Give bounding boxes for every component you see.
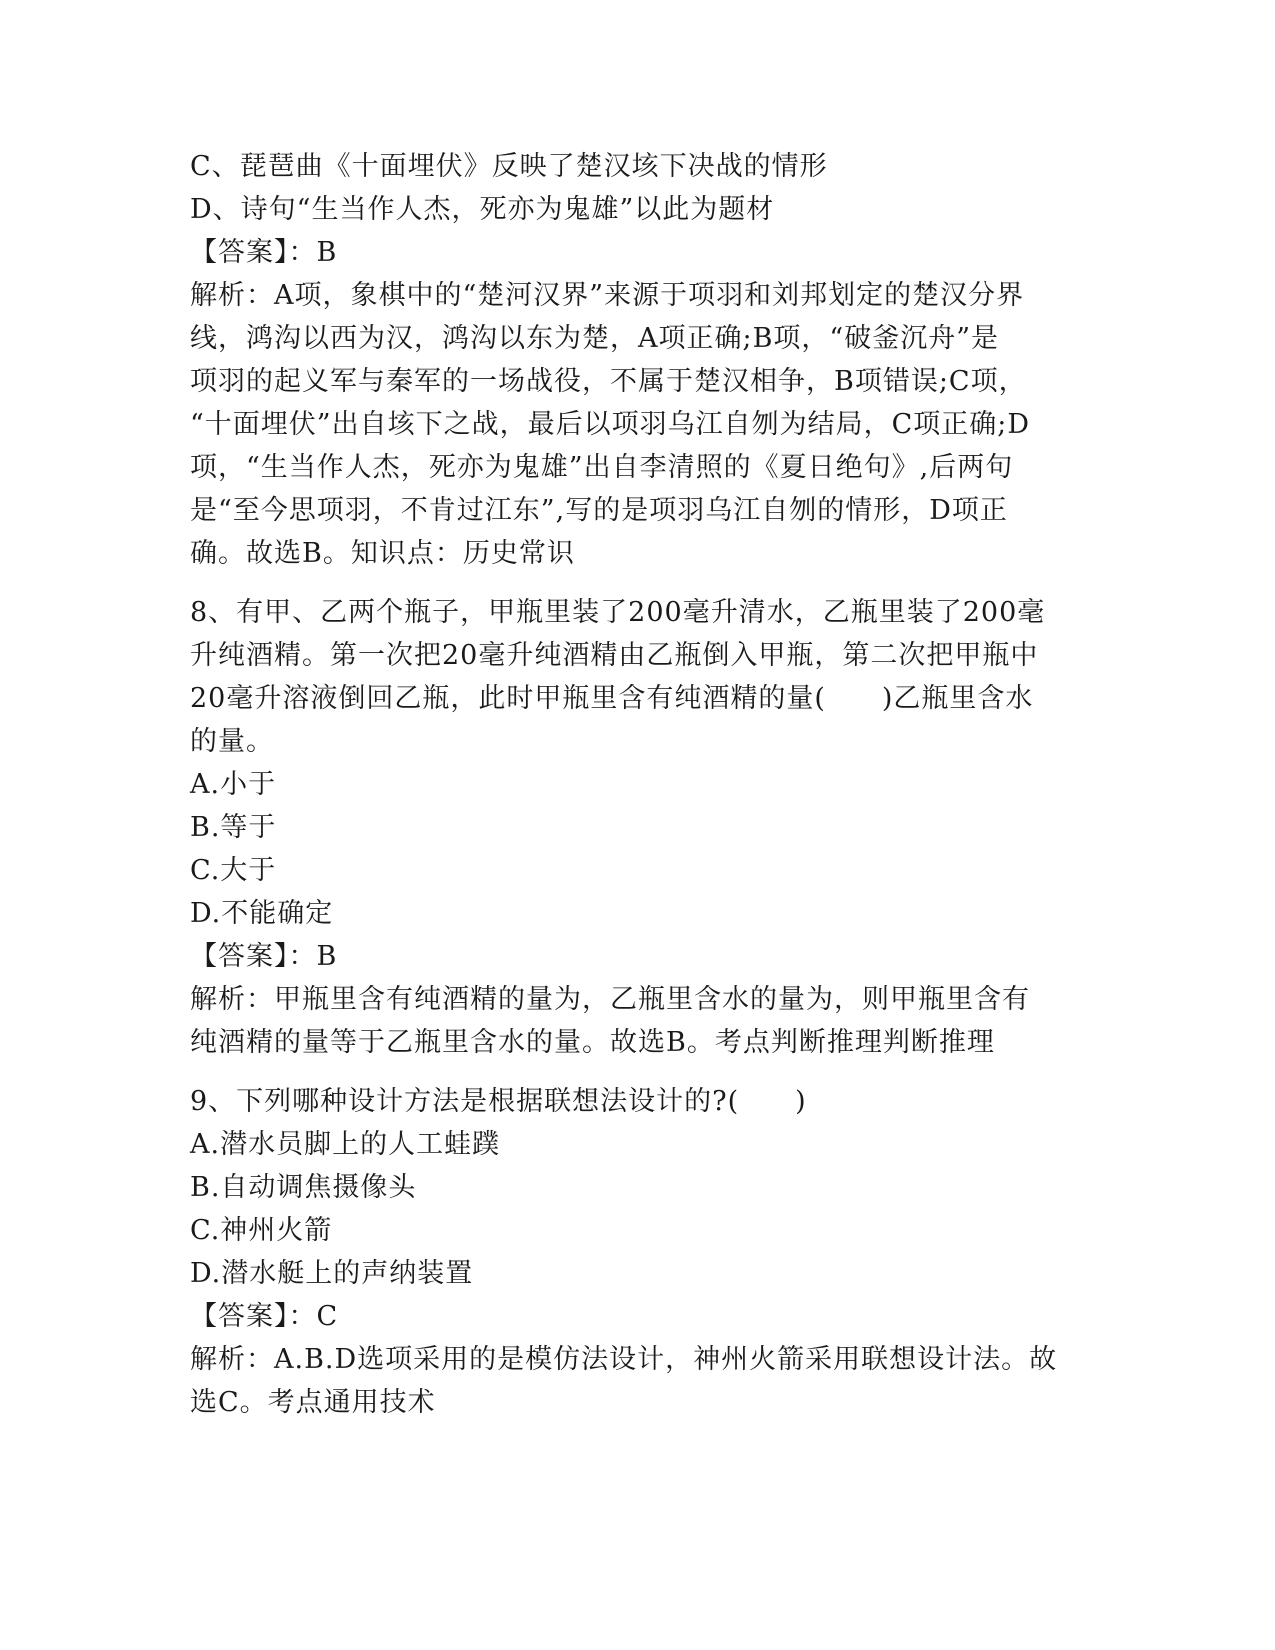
question-8 xyxy=(190,591,1090,1064)
option-d: D.潜水艇上的声纳装置 xyxy=(190,1258,474,1289)
question-stem-line: 8、有甲、乙两个瓶子，甲瓶里装了200毫升清水，乙瓶里装了200毫 xyxy=(190,597,1046,628)
question-stem-line: 的量。 xyxy=(190,726,274,757)
analysis-line: 项，“生当作人杰，死亦为鬼雄”出自李清照的《夏日绝句》,后两句 xyxy=(190,452,1014,483)
document-page xyxy=(190,145,1090,1424)
analysis-line: 项羽的起义军与秦军的一场战役，不属于楚汉相争，B项错误;C项， xyxy=(190,366,1027,397)
option-b: B.等于 xyxy=(190,812,277,843)
spacer xyxy=(190,1064,1090,1080)
option-c: C.大于 xyxy=(190,855,277,886)
question-7-tail xyxy=(190,145,1090,575)
analysis-line: 解析：甲瓶里含有纯酒精的量为，乙瓶里含水的量为，则甲瓶里含有 xyxy=(190,984,1030,1015)
answer: 【答案】：B xyxy=(190,941,338,972)
analysis-line: 确。故选B。知识点：历史常识 xyxy=(190,538,575,569)
analysis-line: 选C。考点通用技术 xyxy=(190,1387,436,1418)
analysis-line: “十面埋伏”出自垓下之战，最后以项羽乌江自刎为结局，C项正确;D xyxy=(190,409,1031,440)
option-d: D、诗句“生当作人杰，死亦为鬼雄”以此为题材 xyxy=(190,194,775,225)
question-stem-line: 升纯酒精。第一次把20毫升纯酒精由乙瓶倒入甲瓶，第二次把甲瓶中 xyxy=(190,640,1039,671)
spacer xyxy=(190,575,1090,591)
option-a: A.小于 xyxy=(190,769,277,800)
question-9 xyxy=(190,1080,1090,1424)
option-d: D.不能确定 xyxy=(190,898,334,929)
option-c: C.神州火箭 xyxy=(190,1215,333,1246)
analysis-line: 是“至今思项羽，不肯过江东”,写的是项羽乌江自刎的情形，D项正 xyxy=(190,495,1008,526)
option-c: C、琵琶曲《十面埋伏》反映了楚汉垓下决战的情形 xyxy=(190,151,828,182)
option-b: B.自动调焦摄像头 xyxy=(190,1172,417,1203)
analysis-line: 线，鸿沟以西为汉，鸿沟以东为楚，A项正确;B项，“破釜沉舟”是 xyxy=(190,323,1000,354)
question-stem-line: 20毫升溶液倒回乙瓶，此时甲瓶里含有纯酒精的量( )乙瓶里含水 xyxy=(190,683,1034,714)
option-a: A.潜水员脚上的人工蛙蹼 xyxy=(190,1129,501,1160)
answer: 【答案】：C xyxy=(190,1301,339,1332)
analysis-line: 纯酒精的量等于乙瓶里含水的量。故选B。考点判断推理判断推理 xyxy=(190,1027,995,1058)
analysis-line: 解析：A.B.D选项采用的是模仿法设计，神州火箭采用联想设计法。故 xyxy=(190,1344,1058,1375)
question-stem-line: 9、下列哪种设计方法是根据联想法设计的?( ) xyxy=(190,1086,807,1117)
analysis-line: 解析：A项，象棋中的“楚河汉界”来源于项羽和刘邦划定的楚汉分界 xyxy=(190,280,1025,311)
answer: 【答案】：B xyxy=(190,237,338,268)
